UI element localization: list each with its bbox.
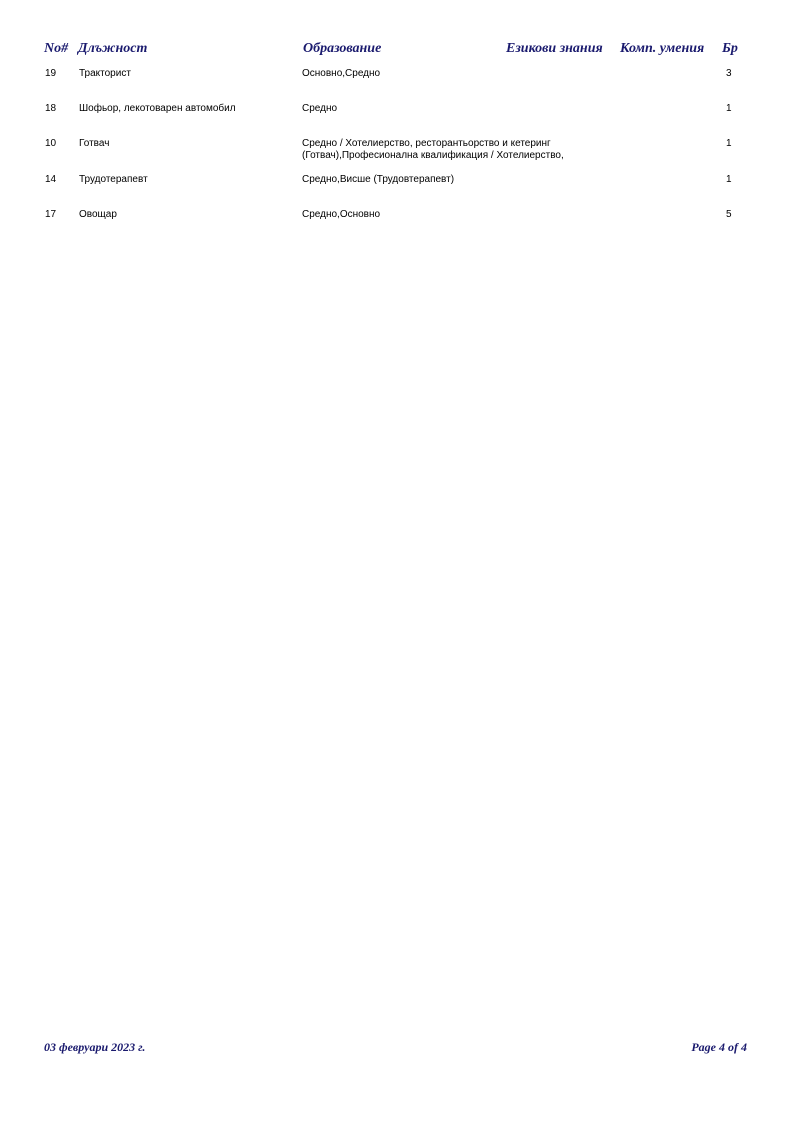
row-education: Средно,Основно bbox=[302, 209, 381, 220]
table-row bbox=[0, 209, 794, 244]
row-position: Тракторист bbox=[79, 68, 131, 79]
table-row bbox=[0, 174, 794, 209]
table-row bbox=[0, 68, 794, 103]
row-count: 1 bbox=[726, 138, 732, 149]
header-count: Бр bbox=[722, 41, 738, 56]
row-count: 1 bbox=[726, 174, 732, 185]
row-no: 17 bbox=[45, 209, 57, 220]
table-row bbox=[0, 103, 794, 138]
row-education: Основно,Средно bbox=[302, 68, 381, 79]
header-education: Образование bbox=[303, 41, 382, 56]
row-education-line: Средно / Хотелиерство, ресторантьорство и кетеринг bbox=[302, 138, 551, 149]
header-position: Длъжност bbox=[78, 41, 148, 56]
row-count: 5 bbox=[726, 209, 732, 220]
row-count: 3 bbox=[726, 68, 732, 79]
row-position: Готвач bbox=[79, 138, 110, 149]
row-position: Овощар bbox=[79, 209, 117, 220]
table-body bbox=[0, 68, 794, 244]
row-no: 14 bbox=[45, 174, 57, 185]
row-education: Средно,Висше (Трудовтерапевт) bbox=[302, 174, 455, 185]
header-no: No# bbox=[44, 41, 69, 56]
row-education: Средно bbox=[302, 103, 338, 114]
footer-page-number: Page 4 of 4 bbox=[691, 1040, 747, 1054]
header-languages: Езикови знания bbox=[506, 41, 603, 56]
row-no: 10 bbox=[45, 138, 57, 149]
row-position: Трудотерапевт bbox=[79, 174, 148, 185]
row-no: 19 bbox=[45, 68, 57, 79]
footer-date: 03 февруари 2023 г. bbox=[44, 1040, 146, 1054]
row-education bbox=[302, 138, 622, 162]
table-row bbox=[0, 138, 794, 174]
row-position: Шофьор, лекотоварен автомобил bbox=[79, 103, 236, 114]
page-footer bbox=[0, 1040, 794, 1056]
row-no: 18 bbox=[45, 103, 57, 114]
row-education-line: (Готвач),Професионална квалификация / Хотелиерство, bbox=[302, 150, 564, 161]
header-computer-skills: Комп. умения bbox=[620, 41, 705, 56]
table-header bbox=[0, 41, 794, 61]
row-count: 1 bbox=[726, 103, 732, 114]
